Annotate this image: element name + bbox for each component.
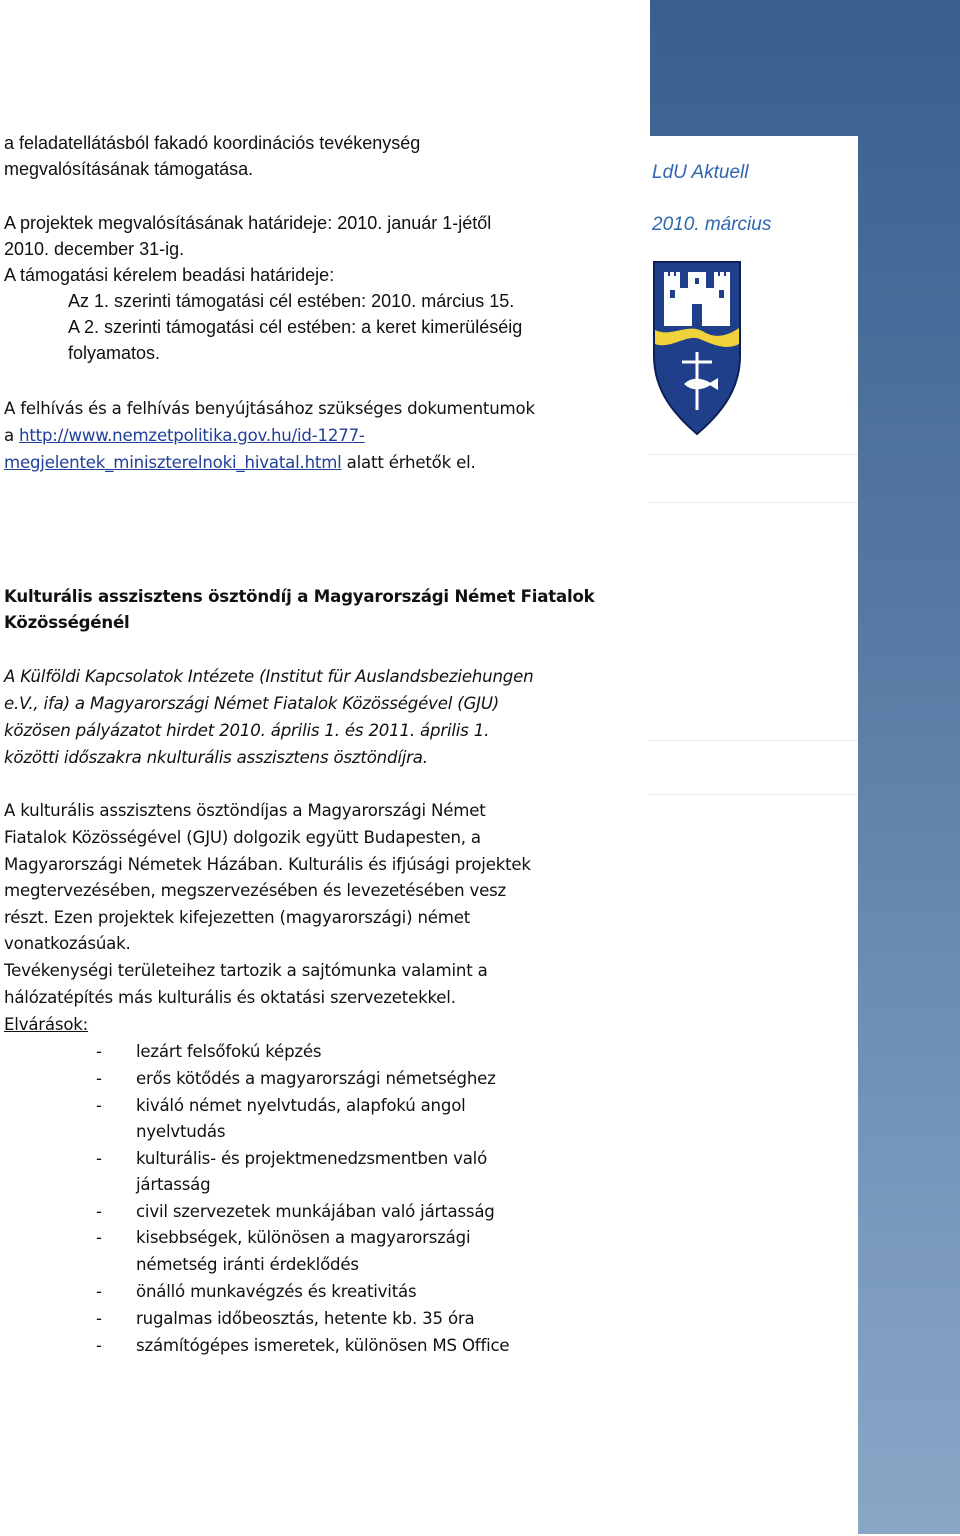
intro-line: a feladatellátásból fakadó koordinációs tevékenység [4,133,421,153]
goal-line: folyamatos. [68,343,161,363]
requirement-item: kisebbségek, különösen a magyarországi [136,1228,471,1247]
intro-line: megvalósításának támogatása. [4,159,254,179]
docs-line [4,423,365,449]
requirement-item: kulturális- és projektmenedzsmentben való [136,1149,488,1168]
requirement-item: számítógépes ismeretek, különösen MS Office [136,1336,510,1355]
lead-line: közösen pályázatot hirdet 2010. április 1. és 2011. április 1. [4,721,490,740]
apply-deadline: A támogatási kérelem beadási határideje: [4,265,335,285]
sidebar-divider [648,794,858,795]
bullet-dash: - [96,1096,102,1115]
lead-line: közötti időszakra nkulturális asszisztens ösztöndíjra. [4,748,428,767]
bullet-dash: - [96,1228,102,1247]
bullet-dash: - [96,1309,102,1328]
body-line: Magyarországi Németek Házában. Kulturális és ifjúsági projektek [4,855,531,874]
body-line: hálózatépítés más kulturális és oktatási szervezetekkel. [4,988,456,1007]
body-line: vonatkozásúak. [4,934,131,953]
requirement-item: civil szervezetek munkájában való jártasság [136,1202,495,1221]
requirement-item: nyelvtudás [136,1122,226,1141]
requirement-item: rugalmas időbeosztás, hetente kb. 35 óra [136,1309,475,1328]
docs-link[interactable]: http://www.nemzetpolitika.gov.hu/id-1277- [19,426,365,445]
bullet-dash: - [96,1149,102,1168]
sidebar-divider [648,502,858,503]
section-heading: Kulturális asszisztens ösztöndíj a Magyarországi Német Fiatalok [4,587,595,606]
bullet-dash: - [96,1069,102,1088]
requirements-label: Elvárások: [4,1015,89,1034]
sidebar-divider [648,454,858,455]
body-line: A kulturális asszisztens ösztöndíjas a Magyarországi Német [4,801,486,820]
lead-line: A Külföldi Kapcsolatok Intézete (Institut für Auslandsbeziehungen [4,667,534,686]
sidebar-card [648,136,858,1536]
docs-line: A felhívás és a felhívás benyújtásához szükséges dokumentumok [4,399,535,418]
deadline-line: 2010. december 31-ig. [4,239,185,259]
newsletter-title: LdU Aktuell [652,162,749,183]
requirement-item: önálló munkavégzés és kreativitás [136,1282,417,1301]
body-line: Tevékenységi területeihez tartozik a sajtómunka valamint a [4,961,488,980]
docs-line [4,450,476,476]
bullet-dash: - [96,1336,102,1355]
body-line: részt. Ezen projektek kifejezetten (magyarországi) német [4,908,471,927]
bullet-dash: - [96,1042,102,1061]
bullet-dash: - [96,1282,102,1301]
goal-line: Az 1. szerinti támogatási cél estében: 2010. március 15. [68,291,515,311]
requirement-item: lezárt felsőfokú képzés [136,1042,322,1061]
newsletter-date: 2010. március [652,214,772,235]
sidebar-divider [648,740,858,741]
requirement-item: jártasság [136,1175,211,1194]
requirement-item: németség iránti érdeklődés [136,1255,359,1274]
docs-suffix: alatt érhetők el. [341,453,476,472]
bullet-dash: - [96,1202,102,1221]
lead-line: e.V., ifa) a Magyarországi Német Fiatalok Közösségével (GJU) [4,694,500,713]
deadline-line: A projektek megvalósításának határideje: 2010. január 1-jétől [4,213,492,233]
goal-line: A 2. szerinti támogatási cél estében: a keret kimerüléséig [68,317,523,337]
body-line: Fiatalok Közösségével (GJU) dolgozik együtt Budapesten, a [4,828,481,847]
docs-prefix: a [4,426,20,445]
requirement-item: erős kötődés a magyarországi németséghez [136,1069,496,1088]
docs-link[interactable]: megjelentek_miniszterelnoki_hivatal.html [4,453,342,472]
coat-of-arms-icon [652,260,742,441]
requirement-item: kiváló német nyelvtudás, alapfokú angol [136,1096,466,1115]
body-line: megtervezésében, megszervezésében és levezetésében vesz [4,881,507,900]
section-heading: Közösségénél [4,613,130,632]
